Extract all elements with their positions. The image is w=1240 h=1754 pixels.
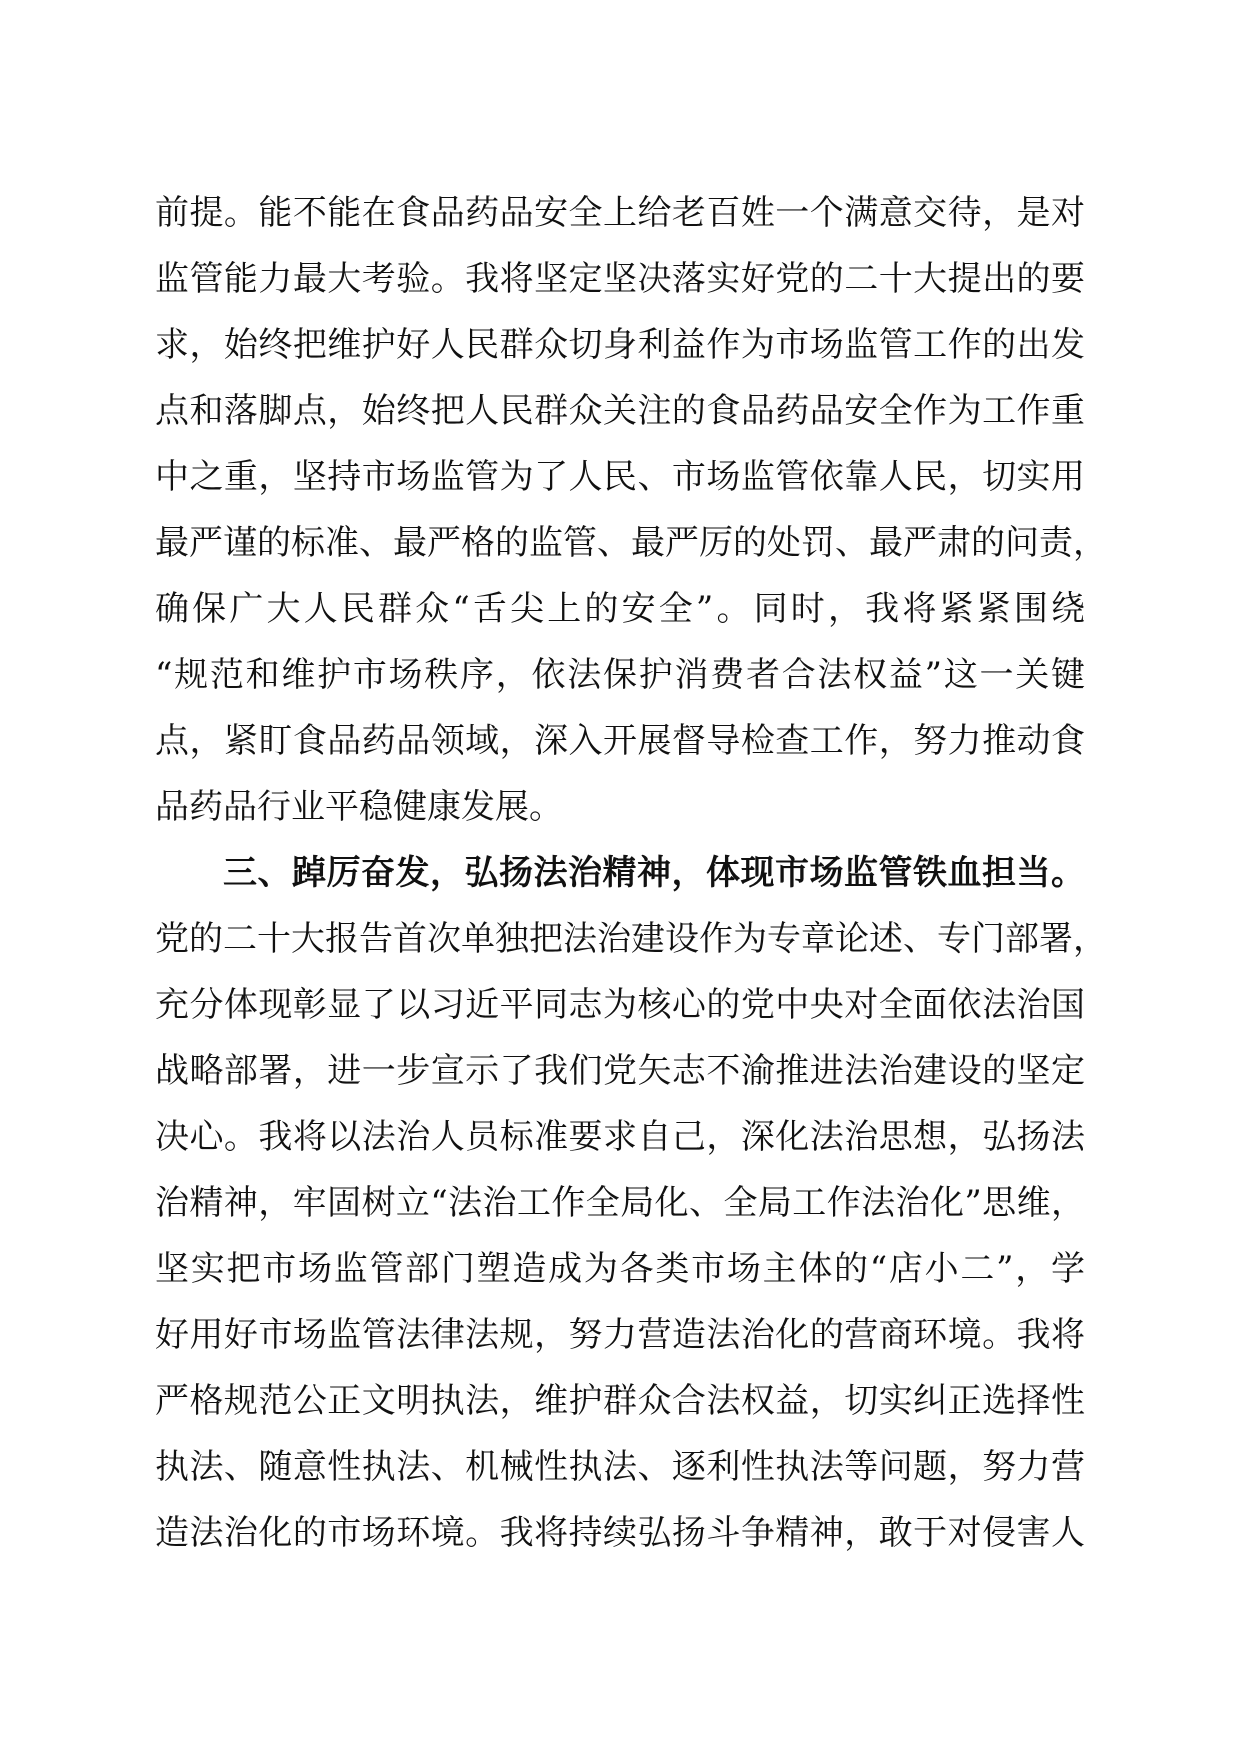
paragraph-line: 治精神，牢固树立“法治工作全局化、全局工作法治化”思维， (155, 1183, 1085, 1223)
paragraph-line: “规范和维护市场秩序，依法保护消费者合法权益”这一关键 (155, 655, 1085, 695)
paragraph-line: 确保广大人民群众“舌尖上的安全”。同时，我将紧紧围绕 (155, 589, 1085, 629)
paragraph-line: 决心。我将以法治人员标准要求自己，深化法治思想，弘扬法 (155, 1117, 1085, 1157)
paragraph-line: 点，紧盯食品药品领域，深入开展督导检查工作，努力推动食 (155, 721, 1085, 761)
paragraph-line: 造法治化的市场环境。我将持续弘扬斗争精神，敢于对侵害人 (155, 1513, 1085, 1553)
paragraph-line: 坚实把市场监管部门塑造成为各类市场主体的“店小二”，学 (155, 1249, 1085, 1289)
paragraph-line: 最严谨的标准、最严格的监管、最严厉的处罚、最严肃的问责， (155, 523, 1107, 563)
paragraph-line: 求，始终把维护好人民群众切身利益作为市场监管工作的出发 (155, 325, 1085, 365)
paragraph-line: 点和落脚点，始终把人民群众关注的食品药品安全作为工作重 (155, 391, 1085, 431)
paragraph-line: 执法、随意性执法、机械性执法、逐利性执法等问题，努力营 (155, 1447, 1085, 1487)
section-heading: 三、踔厉奋发，弘扬法治精神，体现市场监管铁血担当。 (223, 853, 1085, 893)
paragraph-line: 品药品行业平稳健康发展。 (155, 787, 563, 827)
document-body (155, 180, 1107, 1566)
paragraph-line: 监管能力最大考验。我将坚定坚决落实好党的二十大提出的要 (155, 259, 1085, 299)
paragraph-line: 战略部署，进一步宣示了我们党矢志不渝推进法治建设的坚定 (155, 1051, 1085, 1091)
paragraph-line: 党的二十大报告首次单独把法治建设作为专章论述、专门部署， (155, 919, 1107, 959)
paragraph-line: 严格规范公正文明执法，维护群众合法权益，切实纠正选择性 (155, 1381, 1085, 1421)
paragraph-line: 中之重，坚持市场监管为了人民、市场监管依靠人民，切实用 (155, 457, 1085, 497)
paragraph-line: 充分体现彰显了以习近平同志为核心的党中央对全面依法治国 (155, 985, 1085, 1025)
paragraph-line: 前提。能不能在食品药品安全上给老百姓一个满意交待，是对 (155, 193, 1085, 233)
paragraph-line: 好用好市场监管法律法规，努力营造法治化的营商环境。我将 (155, 1315, 1085, 1355)
